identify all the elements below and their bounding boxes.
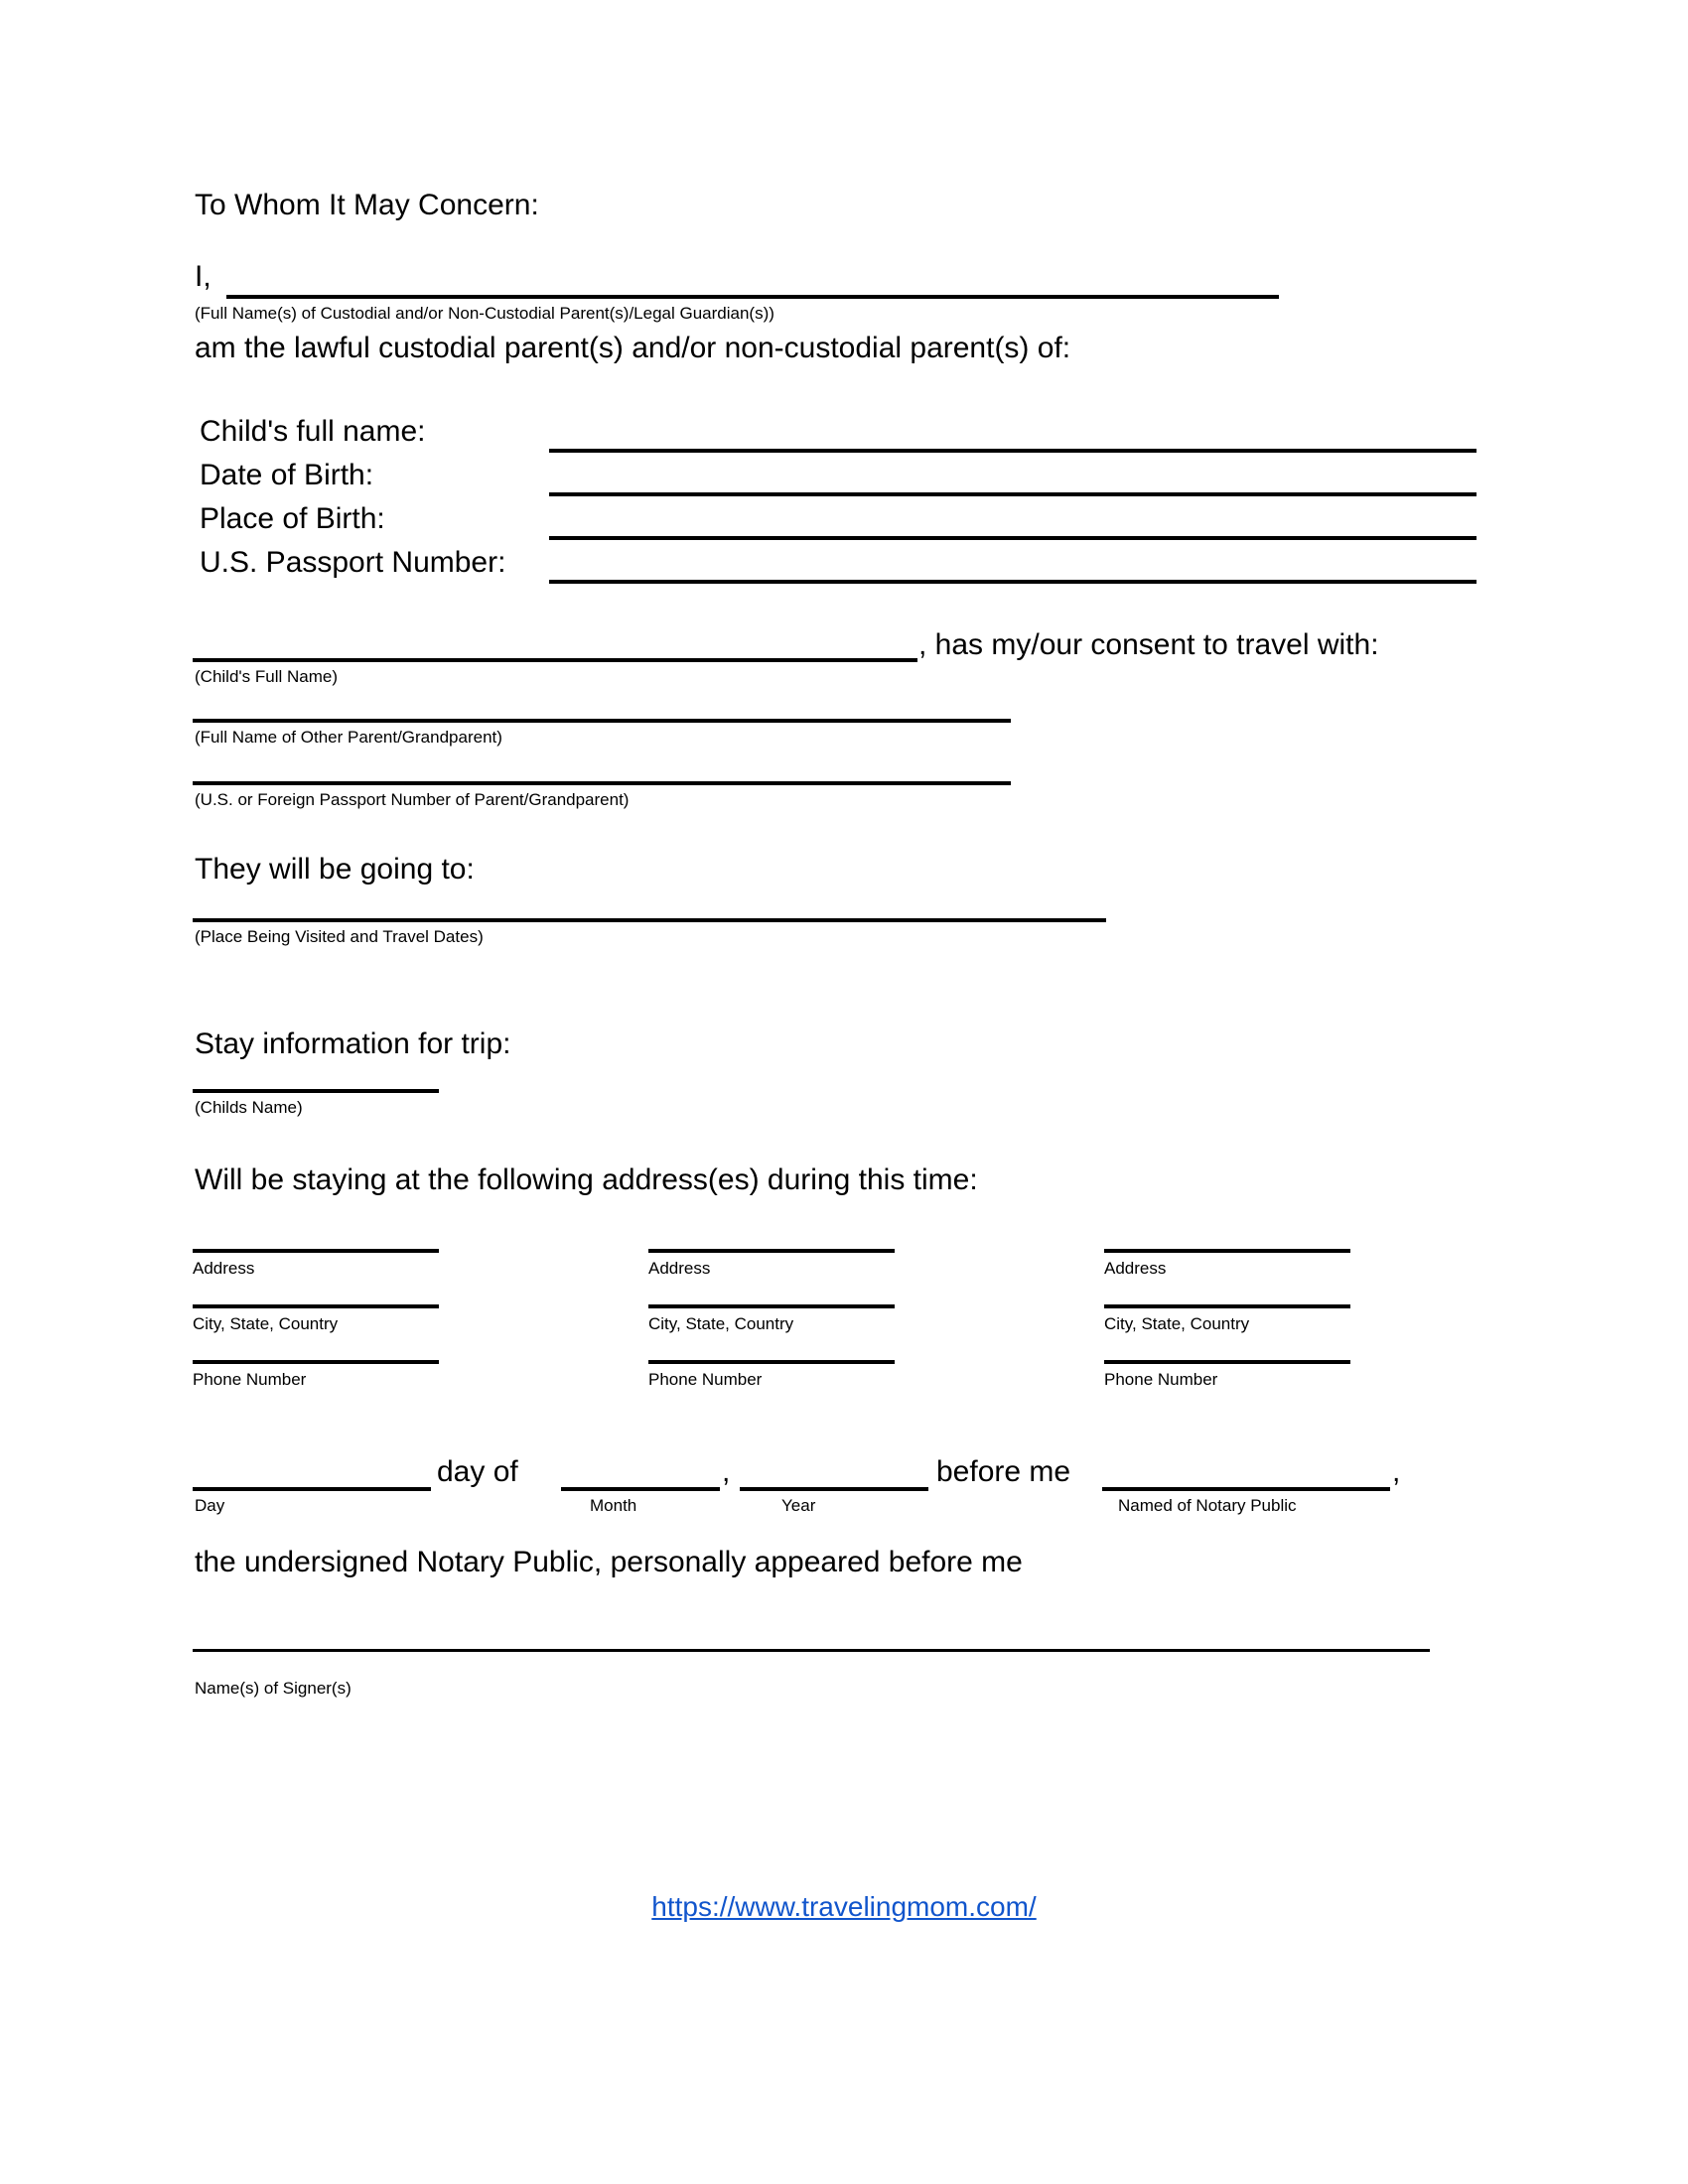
notary-day-of-text: day of (437, 1455, 518, 1488)
consent-child-name-blank[interactable] (193, 658, 917, 662)
city-state-country-blank[interactable] (1104, 1304, 1350, 1308)
consent-child-name-caption: (Child's Full Name) (195, 667, 338, 686)
notary-year-caption: Year (781, 1496, 816, 1515)
undersigned-notary-statement: the undersigned Notary Public, personally appeared before me (195, 1546, 1023, 1578)
page-title: To Whom It May Concern: (195, 189, 539, 221)
address-caption: Address (648, 1259, 711, 1278)
address-field (193, 1249, 439, 1279)
notary-day-caption: Day (195, 1496, 225, 1515)
phone-number-caption: Phone Number (648, 1370, 763, 1389)
city-state-country-caption: City, State, Country (648, 1314, 794, 1333)
notary-before-me-text: before me (936, 1455, 1071, 1488)
city-state-country-caption: City, State, Country (193, 1314, 339, 1333)
travelingmom-link[interactable]: https://www.travelingmom.com/ (651, 1891, 1037, 1922)
i-prefix-label: I, (195, 260, 211, 293)
child-place-of-birth-blank[interactable] (549, 536, 1477, 540)
phone-number-blank[interactable] (193, 1360, 439, 1364)
notary-year-blank[interactable] (740, 1487, 928, 1491)
city-state-country-field (1104, 1304, 1350, 1334)
parent-passport-number-blank[interactable] (193, 781, 1011, 785)
child-passport-number-label: U.S. Passport Number: (200, 546, 506, 579)
phone-number-caption: Phone Number (1104, 1370, 1218, 1389)
city-state-country-field (648, 1304, 895, 1334)
child-full-name-label: Child's full name: (200, 415, 426, 448)
address-blank[interactable] (193, 1249, 439, 1253)
notary-day-blank[interactable] (193, 1487, 431, 1491)
footer (0, 1891, 1688, 1923)
stay-information-heading: Stay information for trip: (195, 1027, 511, 1060)
destination-place-caption: (Place Being Visited and Travel Dates) (195, 927, 484, 946)
child-date-of-birth-blank[interactable] (549, 492, 1477, 496)
city-state-country-field (193, 1304, 439, 1334)
child-full-name-blank[interactable] (549, 449, 1477, 453)
signer-names-caption: Name(s) of Signer(s) (195, 1679, 352, 1698)
notary-month-caption: Month (590, 1496, 637, 1515)
child-date-of-birth-label: Date of Birth: (200, 459, 374, 491)
guardian-name-caption: (Full Name(s) of Custodial and/or Non-Custodial Parent(s)/Legal Guardian(s)) (195, 304, 774, 323)
lawful-parent-statement: am the lawful custodial parent(s) and/or non-custodial parent(s) of: (195, 332, 1071, 364)
phone-number-field (1104, 1360, 1350, 1390)
city-state-country-blank[interactable] (193, 1304, 439, 1308)
signer-names-blank[interactable] (193, 1649, 1430, 1652)
parent-passport-number-caption: (U.S. or Foreign Passport Number of Parent/Grandparent) (195, 790, 630, 809)
notary-comma-after-name: , (1392, 1455, 1401, 1488)
address-column (1104, 1249, 1350, 1390)
stay-child-name-caption: (Childs Name) (195, 1098, 303, 1117)
address-caption: Address (1104, 1259, 1167, 1278)
child-passport-number-blank[interactable] (549, 580, 1477, 584)
other-parent-name-blank[interactable] (193, 719, 1011, 723)
consent-statement: , has my/our consent to travel with: (918, 628, 1379, 661)
address-intro-statement: Will be staying at the following address(es) during this time: (195, 1163, 978, 1196)
notary-comma-after-month: , (722, 1455, 731, 1488)
phone-number-caption: Phone Number (193, 1370, 307, 1389)
address-blank[interactable] (648, 1249, 895, 1253)
other-parent-name-caption: (Full Name of Other Parent/Grandparent) (195, 728, 502, 747)
phone-number-blank[interactable] (1104, 1360, 1350, 1364)
address-column (193, 1249, 439, 1390)
stay-child-name-blank[interactable] (193, 1089, 439, 1093)
notary-name-caption: Named of Notary Public (1118, 1496, 1297, 1515)
destination-place-blank[interactable] (193, 918, 1106, 922)
notary-month-blank[interactable] (561, 1487, 720, 1491)
destination-heading: They will be going to: (195, 853, 475, 886)
address-column (648, 1249, 895, 1390)
notary-name-blank[interactable] (1102, 1487, 1390, 1491)
city-state-country-blank[interactable] (648, 1304, 895, 1308)
child-place-of-birth-label: Place of Birth: (200, 502, 385, 535)
phone-number-blank[interactable] (648, 1360, 895, 1364)
phone-number-field (648, 1360, 895, 1390)
city-state-country-caption: City, State, Country (1104, 1314, 1250, 1333)
address-field (1104, 1249, 1350, 1279)
guardian-name-blank[interactable] (226, 295, 1279, 299)
address-blank[interactable] (1104, 1249, 1350, 1253)
address-caption: Address (193, 1259, 255, 1278)
phone-number-field (193, 1360, 439, 1390)
address-field (648, 1249, 895, 1279)
